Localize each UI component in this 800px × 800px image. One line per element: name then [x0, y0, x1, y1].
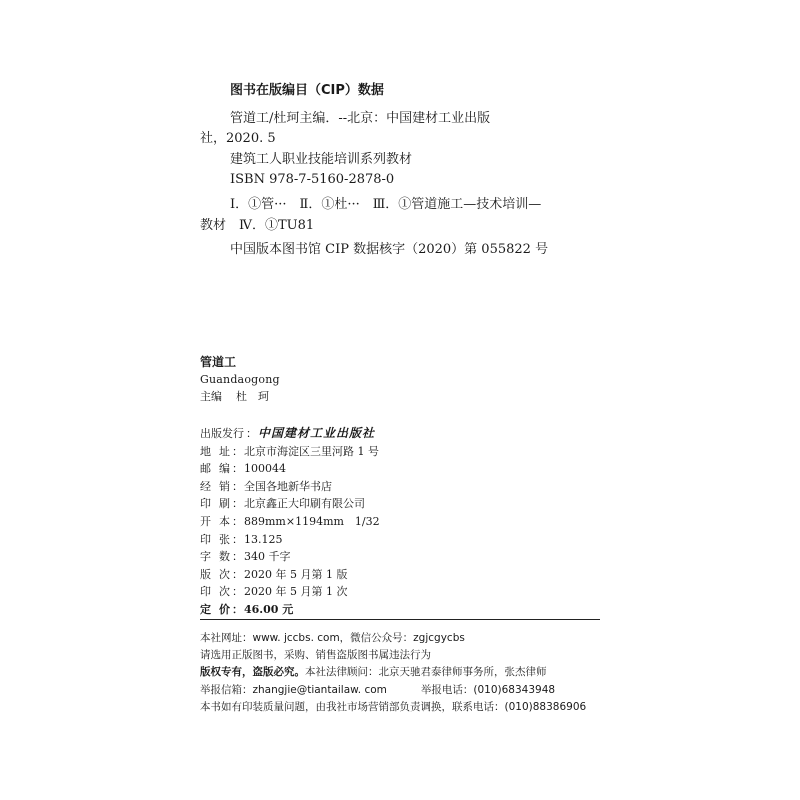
detail-label-char: 价 — [219, 602, 230, 616]
detail-label-char: 开 — [200, 514, 211, 528]
report-phone: 举报电话：(010)68343948 — [420, 683, 556, 696]
publisher-name-logotype: 中国建材工业出版社 — [258, 426, 376, 440]
note-quality: 本书如有印装质量问题，由我社市场营销部负责调换，联系电话：(010)88386906 — [200, 700, 587, 713]
publication-details — [200, 425, 380, 619]
detail-label-char: 邮 — [200, 462, 211, 476]
detail-postcode-value: 100044 — [244, 462, 286, 476]
report-email: 举报信箱：zhangjie@tiantailaw. com — [200, 683, 387, 696]
note-website: 本社网址：www. jccbs. com，微信公众号：zgjcgycbs — [200, 632, 465, 644]
detail-label-char: 刷 — [219, 497, 230, 511]
detail-address-value: 北京市海淀区三里河路 1 号 — [244, 444, 379, 458]
detail-row-address: 地 址 ： 北京市海淀区三里河路 1 号 — [200, 443, 380, 461]
detail-label-char: 字 — [200, 550, 211, 564]
separator-line — [200, 619, 600, 620]
detail-label-char: 地 — [200, 444, 211, 458]
detail-label-char: 次 — [219, 585, 230, 599]
detail-format-value: 889mm×1194mm 1/32 — [244, 514, 380, 528]
cip-series: 建筑工人职业技能培训系列教材 — [230, 152, 413, 167]
detail-price-value: 46.00 元 — [244, 602, 294, 616]
note-anti-piracy: 请选用正版图书，采购、销售盗版图书属违法行为 — [200, 649, 431, 662]
detail-label-char: 版 — [200, 567, 211, 581]
detail-row-sheets: 印 张 ： 13.125 — [200, 531, 380, 549]
detail-label-char: 本 — [219, 514, 230, 528]
copyright-notice: 版权专有，盗版必究。 — [200, 666, 305, 679]
book-info — [200, 354, 283, 405]
detail-distributor-value: 全国各地新华书店 — [244, 479, 332, 493]
detail-label-char: 张 — [219, 532, 230, 546]
detail-row-postcode: 邮 编 ： 100044 — [200, 460, 380, 478]
detail-label-char: 经 — [200, 479, 211, 493]
detail-row-word-count: 字 数 ： 340 千字 — [200, 548, 380, 566]
detail-label-char: 次 — [219, 567, 230, 581]
editor-label: 主编 — [200, 390, 222, 403]
legal-counsel: 本社法律顾问：北京天驰君泰律师事务所，张杰律师 — [305, 666, 547, 679]
book-pinyin: Guandaogong — [200, 373, 280, 386]
cip-title: 图书在版编目（CIP）数据 — [230, 83, 384, 98]
cip-line-1: 管道工/杜珂主编．--北京：中国建材工业出版 — [230, 111, 491, 126]
publisher-label: 出版发行 — [200, 427, 244, 440]
note-report — [200, 682, 586, 699]
detail-label-char: 定 — [200, 602, 211, 616]
detail-label-char: 编 — [219, 462, 230, 476]
cip-classification-1: Ⅰ．①管··· Ⅱ．①杜··· Ⅲ．①管道施工—技术培训— — [230, 197, 542, 212]
cip-record-number: 中国版本图书馆 CIP 数据核字（2020）第 055822 号 — [230, 242, 549, 257]
detail-label-char: 址 — [219, 444, 230, 458]
editor-name: 杜 珂 — [236, 390, 269, 403]
publisher-notes — [200, 630, 586, 716]
book-title: 管道工 — [200, 355, 237, 369]
detail-row-price: 定 价 ： 46.00 元 — [200, 601, 380, 619]
note-copyright — [200, 664, 586, 681]
cip-classification-2: 教材 Ⅳ．①TU81 — [200, 218, 315, 233]
detail-word-count-value: 340 千字 — [244, 550, 291, 564]
detail-row-printer: 印 刷 ： 北京鑫正大印刷有限公司 — [200, 495, 380, 513]
detail-printing-value: 2020 年 5 月第 1 次 — [244, 585, 348, 599]
detail-row-edition: 版 次 ： 2020 年 5 月第 1 版 — [200, 566, 380, 584]
detail-label-char: 销 — [219, 479, 230, 493]
detail-printer-value: 北京鑫正大印刷有限公司 — [244, 497, 365, 511]
detail-label-char: 印 — [200, 532, 211, 546]
detail-label-char: 印 — [200, 497, 211, 511]
book-editor — [200, 388, 283, 405]
cip-isbn: ISBN 978-7-5160-2878-0 — [230, 172, 395, 187]
detail-sheets-value: 13.125 — [244, 532, 283, 546]
cip-line-2: 社，2020. 5 — [200, 131, 276, 146]
detail-row-distributor: 经 销 ： 全国各地新华书店 — [200, 478, 380, 496]
detail-edition-value: 2020 年 5 月第 1 版 — [244, 567, 348, 581]
detail-label-char: 数 — [219, 550, 230, 564]
detail-label-char: 印 — [200, 585, 211, 599]
detail-row-printing: 印 次 ： 2020 年 5 月第 1 次 — [200, 583, 380, 601]
detail-row-format: 开 本 ： 889mm×1194mm 1/32 — [200, 513, 380, 531]
detail-row-publisher: 出版发行 ： 中国建材工业出版社 — [200, 425, 380, 443]
